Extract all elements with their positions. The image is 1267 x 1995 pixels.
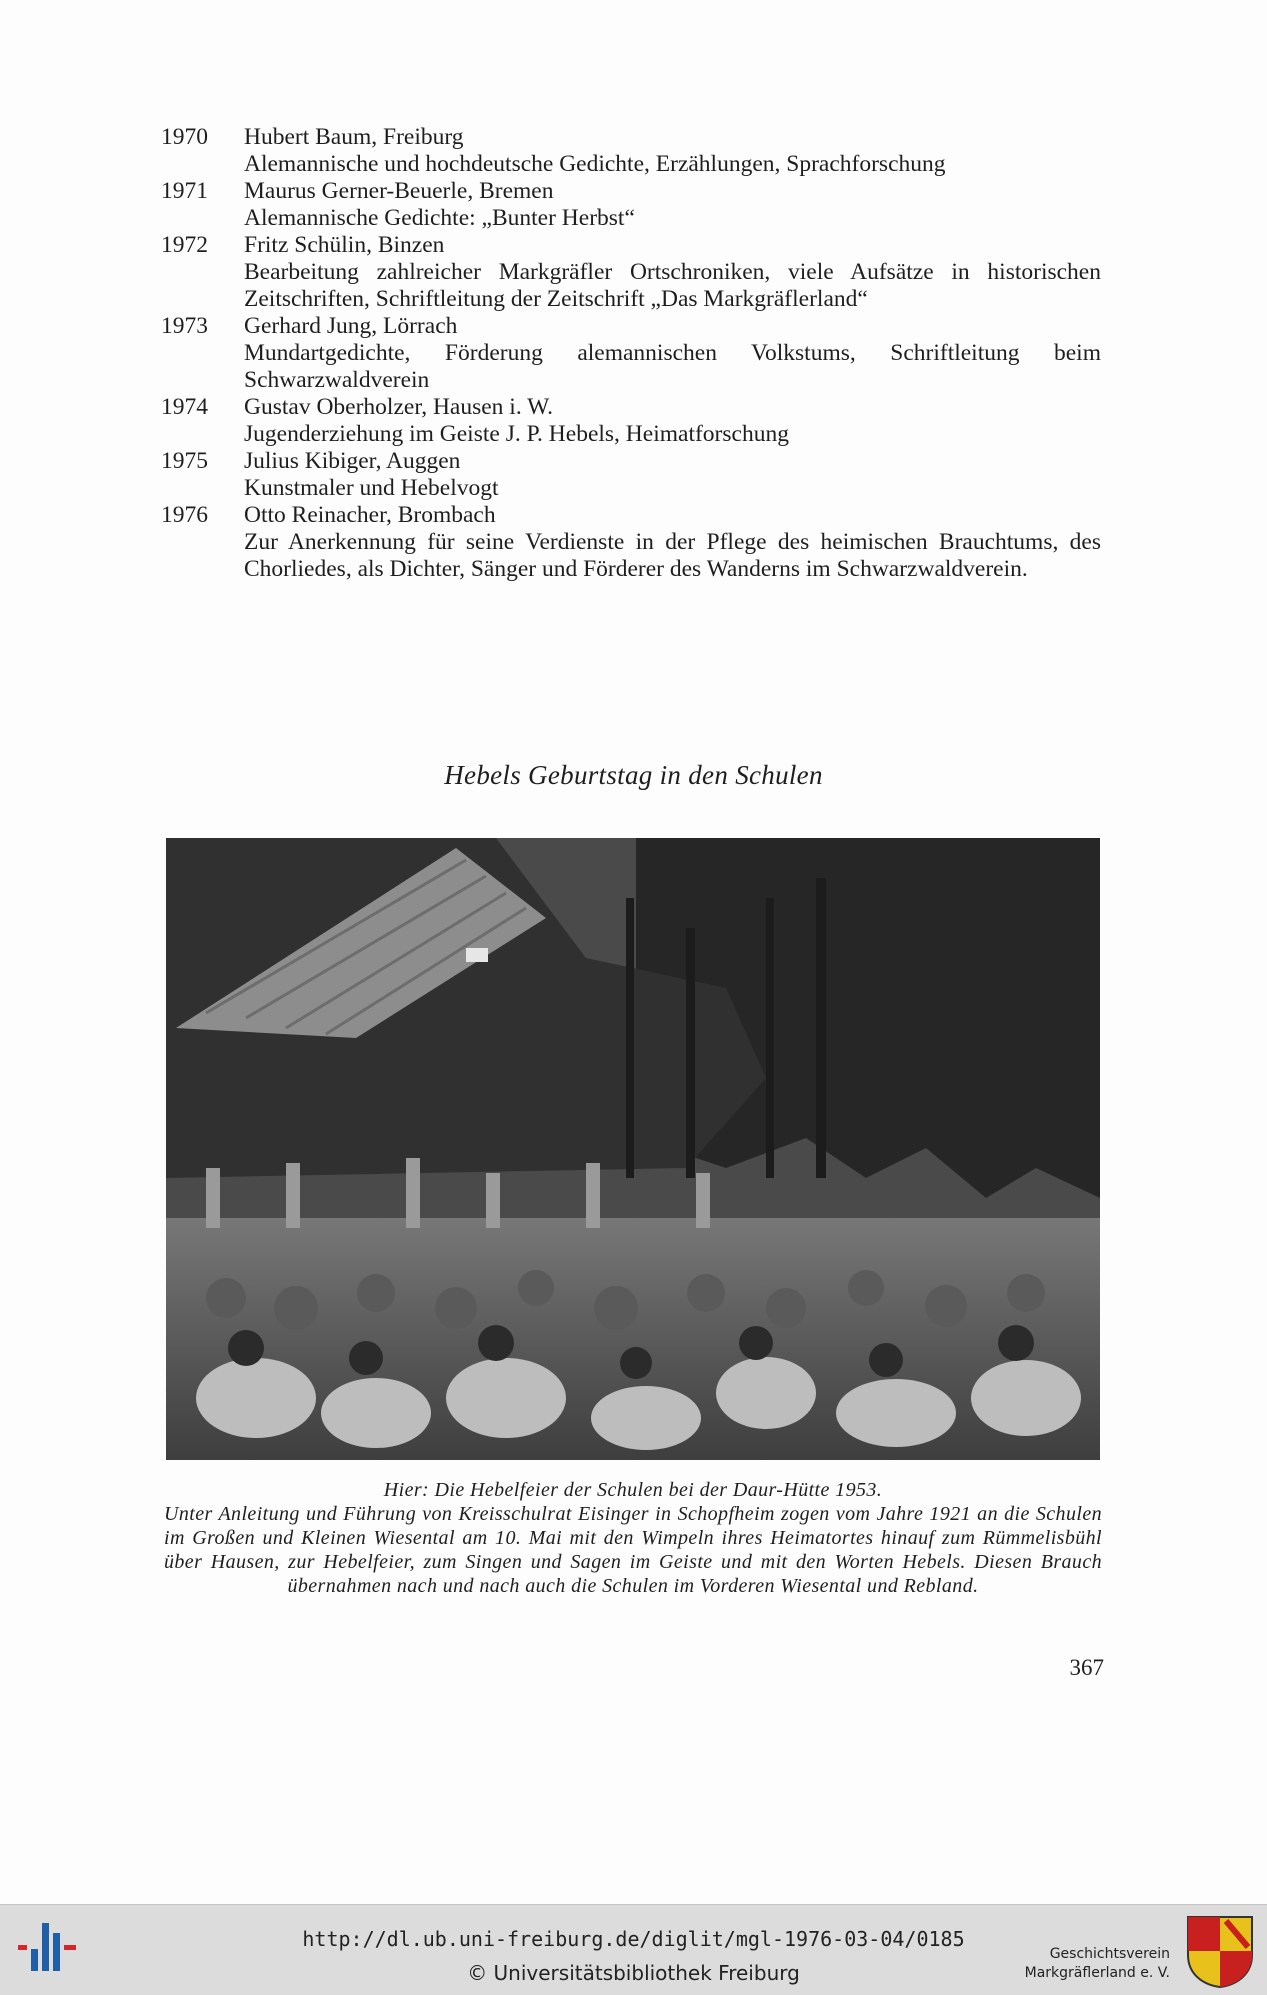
- copyright-text: © Universitätsbibliothek Freiburg: [467, 1961, 800, 1985]
- entry-name: Julius Kibiger, Auggen: [244, 448, 461, 474]
- entry-year: 1973: [161, 313, 208, 339]
- coat-of-arms-icon: [1186, 1915, 1254, 1989]
- entry-year: 1972: [161, 232, 208, 258]
- list-item: [161, 394, 1101, 448]
- section-title: Hebels Geburtstag in den Schulen: [444, 760, 823, 790]
- society-name: [1000, 1945, 1170, 1983]
- entry-desc: Zur Anerkennung für seine Verdienste in der Pflege des heimischen Brauchtums, des Chorliedes, als Dichter, Sänger und Förderer des Wanderns im Schwarzwaldverein.: [244, 529, 1101, 582]
- caption-title: Hier: Die Hebelfeier der Schulen bei der Daur-Hütte 1953.: [383, 1479, 883, 1501]
- page-number: 367: [1069, 1655, 1104, 1680]
- entry-name: Gustav Oberholzer, Hausen i. W.: [244, 394, 554, 420]
- list-item: [161, 448, 1101, 502]
- entry-name: Hubert Baum, Freiburg: [244, 124, 464, 150]
- entry-desc: Alemannische Gedichte: „Bunter Herbst“: [244, 205, 635, 231]
- entry-name: Otto Reinacher, Brombach: [244, 502, 496, 528]
- entry-desc: Kunstmaler und Hebelvogt: [244, 475, 499, 501]
- list-item: [161, 124, 1101, 178]
- footer-bar: [0, 1904, 1267, 1995]
- entry-name: Maurus Gerner-Beuerle, Bremen: [244, 178, 554, 204]
- entry-desc: Alemannische und hochdeutsche Gedichte, Erzählungen, Sprachforschung: [244, 151, 946, 177]
- list-item: [161, 232, 1101, 313]
- entry-year: 1970: [161, 124, 208, 150]
- list-item: [161, 313, 1101, 394]
- entry-desc: Bearbeitung zahlreicher Markgräfler Ortschroniken, viele Aufsätze in historischen Zeitschriften, Schriftleitung der Zeitschrift „Das Markgräflerland“: [244, 259, 1101, 312]
- award-list: [161, 124, 1101, 583]
- list-item: [161, 502, 1101, 583]
- society-name-line2: Markgräflerland e. V.: [1024, 1965, 1170, 1981]
- entry-desc: Jugenderziehung im Geiste J. P. Hebels, Heimatforschung: [244, 421, 789, 447]
- entry-desc: Mundartgedichte, Förderung alemannischen Volkstums, Schriftleitung beim Schwarzwaldverein: [244, 340, 1101, 393]
- entry-name: Fritz Schülin, Binzen: [244, 232, 445, 258]
- photo-caption: [164, 1478, 1102, 1598]
- entry-name: Gerhard Jung, Lörrach: [244, 313, 458, 339]
- society-name-line1: Geschichtsverein: [1049, 1946, 1170, 1962]
- caption-text: Unter Anleitung und Führung von Kreisschulrat Eisinger in Schopfheim zogen vom Jahre 1921 an die Schulen im Großen und Kleinen Wiesental am 10. Mai mit den Wimpeln ihres Heimatortes hinauf zum Rümmelisbühl über Hausen, zur Hebelfeier, zum Singen und Sagen im Geiste und mit den Worten Hebels. Diesen Brauch übernahmen nach und nach auch die Schulen im Vorderen Wiesental und Rebland.: [164, 1503, 1102, 1597]
- document-url-link[interactable]: http://dl.ub.uni-freiburg.de/diglit/mgl-1976-03-04/0185: [302, 1927, 965, 1951]
- list-item: [161, 178, 1101, 232]
- entry-year: 1971: [161, 178, 208, 204]
- entry-year: 1975: [161, 448, 208, 474]
- entry-year: 1976: [161, 502, 208, 528]
- entry-year: 1974: [161, 394, 208, 420]
- photo-illustration: [166, 838, 1100, 1460]
- historical-photo: [166, 838, 1100, 1460]
